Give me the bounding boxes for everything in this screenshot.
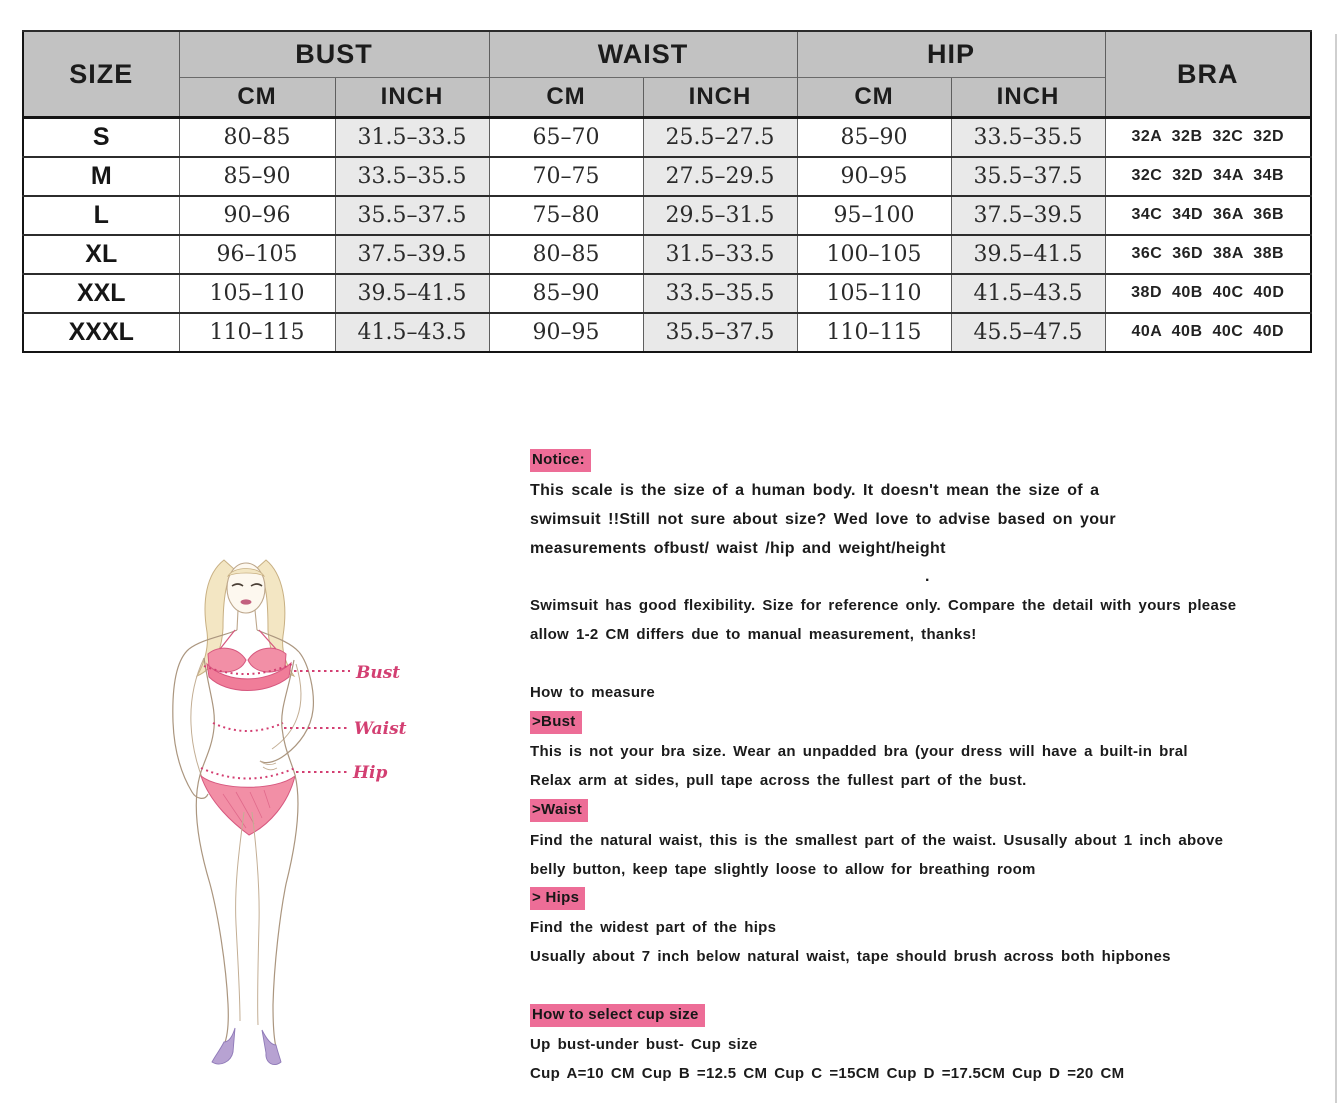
cell-hip-cm: 100–105: [797, 235, 951, 274]
cell-bra: 38D 40B 40C 40D: [1105, 274, 1311, 313]
cup-size-line: Cup A=10 CM Cup B =12.5 CM Cup C =15CM Cup D =17.5CM Cup D =20 CM: [530, 1065, 1125, 1082]
cell-waist-inch: 29.5–31.5: [643, 196, 797, 235]
cell-waist-inch: 33.5–35.5: [643, 274, 797, 313]
cell-waist-cm: 65–70: [489, 118, 643, 157]
header-waist-cm: CM: [489, 78, 643, 118]
cell-size: XXL: [23, 274, 179, 313]
cell-bra: 32A 32B 32C 32D: [1105, 118, 1311, 157]
bust-line: This is not your bra size. Wear an unpadded bra (your dress will have a built-in bral: [530, 743, 1188, 760]
cell-size: XXXL: [23, 313, 179, 352]
bust-figure-label: Bust: [356, 663, 401, 683]
notice-heading: [530, 449, 591, 471]
flexibility-line: allow 1-2 CM differs due to manual measurement, thanks!: [530, 626, 977, 643]
cell-bust-inch: 31.5–33.5: [335, 118, 489, 157]
cell-size: XL: [23, 235, 179, 274]
cell-hip-cm: 90–95: [797, 157, 951, 196]
notice-line: measurements ofbust/ waist /hip and weight/height: [530, 540, 946, 557]
cell-hip-inch: 45.5–47.5: [951, 313, 1105, 352]
cell-bra: 40A 40B 40C 40D: [1105, 313, 1311, 352]
header-bust: BUST: [179, 31, 489, 78]
cell-bust-inch: 41.5–43.5: [335, 313, 489, 352]
cell-waist-cm: 90–95: [489, 313, 643, 352]
cell-bra: 34C 34D 36A 36B: [1105, 196, 1311, 235]
cell-hip-inch: 37.5–39.5: [951, 196, 1105, 235]
header-bust-inch: INCH: [335, 78, 489, 118]
hips-heading: [530, 887, 585, 909]
waist-heading-text: >Waist: [530, 799, 588, 822]
notice-heading-text: Notice:: [530, 449, 591, 472]
cell-bust-cm: 90–96: [179, 196, 335, 235]
hips-line: Usually about 7 inch below natural waist, tape should brush across both hipbones: [530, 948, 1171, 965]
hips-heading-text: > Hips: [530, 887, 585, 910]
cup-size-heading: [530, 1004, 705, 1026]
cell-hip-cm: 85–90: [797, 118, 951, 157]
cell-bust-cm: 105–110: [179, 274, 335, 313]
header-hip-cm: CM: [797, 78, 951, 118]
bust-heading: [530, 711, 582, 733]
cell-hip-cm: 110–115: [797, 313, 951, 352]
waist-line: belly button, keep tape slightly loose to allow for breathing room: [530, 861, 1036, 878]
how-to-measure-title: How to measure: [530, 684, 656, 701]
cell-bust-inch: 39.5–41.5: [335, 274, 489, 313]
cell-size: L: [23, 196, 179, 235]
waist-figure-label: Waist: [354, 719, 407, 739]
cell-hip-cm: 105–110: [797, 274, 951, 313]
cell-bust-cm: 80–85: [179, 118, 335, 157]
cell-size: M: [23, 157, 179, 196]
cell-hip-cm: 95–100: [797, 196, 951, 235]
header-bust-cm: CM: [179, 78, 335, 118]
cell-bra: 36C 36D 38A 38B: [1105, 235, 1311, 274]
cell-waist-inch: 35.5–37.5: [643, 313, 797, 352]
cell-waist-cm: 70–75: [489, 157, 643, 196]
notice-line: swimsuit !!Still not sure about size? Wed love to advise based on your: [530, 511, 1116, 528]
cell-waist-cm: 75–80: [489, 196, 643, 235]
flexibility-line: Swimsuit has good flexibility. Size for reference only. Compare the detail with yours please: [530, 597, 1237, 614]
stray-dot: .: [925, 568, 930, 585]
cell-bust-cm: 110–115: [179, 313, 335, 352]
notice-line: This scale is the size of a human body. It doesn't mean the size of a: [530, 482, 1100, 499]
cell-hip-inch: 33.5–35.5: [951, 118, 1105, 157]
hips-line: Find the widest part of the hips: [530, 919, 777, 936]
cell-waist-cm: 80–85: [489, 235, 643, 274]
cell-bust-inch: 37.5–39.5: [335, 235, 489, 274]
header-waist: WAIST: [489, 31, 797, 78]
bust-line: Relax arm at sides, pull tape across the fullest part of the bust.: [530, 772, 1027, 789]
header-bra: BRA: [1105, 31, 1311, 118]
cell-size: S: [23, 118, 179, 157]
cell-waist-inch: 31.5–33.5: [643, 235, 797, 274]
cell-waist-cm: 85–90: [489, 274, 643, 313]
header-size: SIZE: [23, 31, 179, 118]
cup-size-line: Up bust-under bust- Cup size: [530, 1036, 758, 1053]
waist-line: Find the natural waist, this is the smallest part of the waist. Ususally about 1 inch above: [530, 832, 1224, 849]
cell-bust-inch: 33.5–35.5: [335, 157, 489, 196]
cell-bust-cm: 85–90: [179, 157, 335, 196]
header-hip: HIP: [797, 31, 1105, 78]
waist-heading: [530, 799, 588, 821]
cell-hip-inch: 39.5–41.5: [951, 235, 1105, 274]
header-hip-inch: INCH: [951, 78, 1105, 118]
cell-hip-inch: 35.5–37.5: [951, 157, 1105, 196]
cell-bra: 32C 32D 34A 34B: [1105, 157, 1311, 196]
cell-waist-inch: 25.5–27.5: [643, 118, 797, 157]
cup-size-heading-text: How to select cup size: [530, 1004, 705, 1027]
cell-waist-inch: 27.5–29.5: [643, 157, 797, 196]
hip-figure-label: Hip: [353, 763, 388, 783]
cell-hip-inch: 41.5–43.5: [951, 274, 1105, 313]
cell-bust-inch: 35.5–37.5: [335, 196, 489, 235]
cell-bust-cm: 96–105: [179, 235, 335, 274]
header-waist-inch: INCH: [643, 78, 797, 118]
bust-heading-text: >Bust: [530, 711, 582, 734]
